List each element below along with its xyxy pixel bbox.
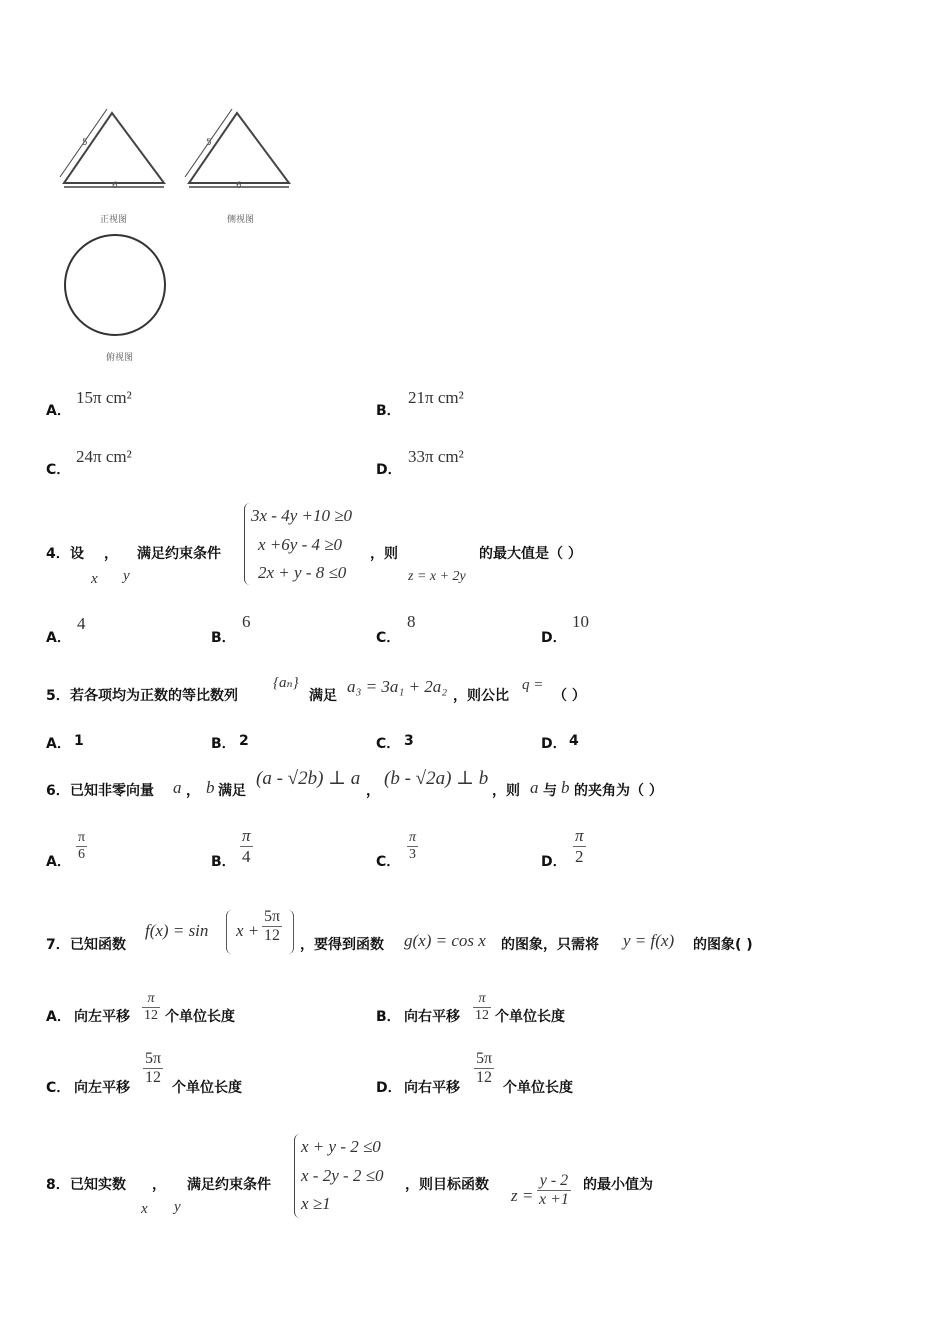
q6-option-a-den: 6 — [78, 847, 86, 862]
q8-constraint-1: x + y - 2 ≤0 — [301, 1137, 381, 1156]
q7-option-c-pre: 向左平移 — [74, 1080, 130, 1096]
q6-condition-1: (a - √2b) ⊥ a — [256, 768, 361, 789]
q6-option-a-letter[interactable]: A． — [46, 854, 71, 870]
q6-option-c-num: π — [409, 830, 417, 845]
q4-var-x: x — [91, 571, 98, 587]
q4-var-y: y — [123, 568, 130, 584]
q5-option-b-letter[interactable]: B． — [211, 736, 236, 752]
side-view-label: 侧视图 — [227, 215, 255, 225]
q7-paren-right — [287, 910, 294, 954]
q7-option-d-den: 12 — [476, 1069, 493, 1086]
q8-objective-fraction — [537, 1172, 571, 1209]
q7-function-fraction — [262, 908, 282, 945]
q6-vector-a-2: a — [530, 778, 539, 797]
q3-option-b-letter[interactable]: B． — [376, 403, 401, 419]
q7-paren-left — [226, 910, 233, 954]
q7-option-a-letter[interactable]: A． — [46, 1009, 71, 1025]
q6-condition-2: (b - √2a) ⊥ b — [384, 768, 489, 789]
q6-option-a-fraction — [76, 830, 87, 863]
q4-text-3: 满足约束条件 — [137, 546, 221, 562]
q7-text-1: 已知函数 — [70, 937, 126, 953]
side-base-label: 6 — [236, 181, 242, 191]
front-slant-label: 5 — [82, 138, 88, 148]
q6-text-5: ，则 — [492, 783, 520, 799]
q7-option-d-fraction — [474, 1050, 494, 1087]
q6-option-c-den: 3 — [409, 847, 416, 862]
q5-ratio: q = — [522, 677, 544, 693]
q4-constraint-3: 2x + y - 8 ≤0 — [258, 563, 347, 582]
q7-text-4: 的图象( ) — [693, 937, 753, 953]
q8-text-4: ，则目标函数 — [405, 1177, 489, 1193]
q7-option-c-num: 5π — [145, 1050, 162, 1067]
front-view-label: 正视图 — [100, 215, 128, 225]
q8-constraint-3: x ≥1 — [301, 1194, 331, 1213]
top-view-label: 俯视图 — [106, 353, 134, 363]
q5-option-a-letter[interactable]: A． — [46, 736, 71, 752]
q4-objective: z = x + 2y — [408, 569, 466, 584]
q6-text-6: 与 — [543, 783, 557, 799]
q5-number: 5． — [46, 688, 70, 704]
q6-option-b-den: 4 — [242, 847, 251, 866]
q7-function-arg: x + — [236, 921, 260, 940]
q4-option-b-letter[interactable]: B． — [211, 630, 236, 646]
q3-option-a-value: 15π cm² — [76, 388, 132, 407]
q6-text-4: ， — [366, 783, 380, 799]
q6-option-b-fraction — [240, 826, 253, 867]
side-view — [185, 109, 289, 187]
q7-option-b-den: 12 — [475, 1008, 489, 1023]
q5-option-d-letter[interactable]: D． — [541, 736, 567, 752]
q7-option-a-post: 个单位长度 — [165, 1009, 235, 1025]
q7-text-2: ，要得到函数 — [300, 937, 384, 953]
top-view-circle — [65, 235, 165, 335]
q4-option-a-value: 4 — [77, 614, 86, 633]
q3-option-d-letter[interactable]: D． — [376, 462, 402, 478]
q4-option-c-value: 8 — [407, 612, 416, 631]
q4-option-b-value: 6 — [242, 612, 251, 631]
q8-text-5: 的最小值为 — [583, 1177, 653, 1193]
q8-objective-num: y - 2 — [537, 1172, 571, 1191]
front-base-label: 6 — [112, 181, 118, 191]
q4-option-a-letter[interactable]: A． — [46, 630, 71, 646]
q8-var-x: x — [141, 1201, 148, 1217]
q7-function-lhs: f(x) = sin — [145, 921, 209, 940]
q4-text-1: 设 — [70, 546, 84, 562]
q7-option-b-num: π — [473, 991, 491, 1008]
q8-objective-den: x +1 — [539, 1191, 569, 1208]
q7-option-b-fraction — [473, 991, 491, 1024]
q7-option-c-fraction — [143, 1050, 163, 1087]
q4-constraint-1: 3x - 4y +10 ≥0 — [251, 506, 353, 525]
q3-option-a-letter[interactable]: A． — [46, 403, 71, 419]
q5-text-2: 满足 — [309, 688, 337, 704]
q5-option-b-value: 2 — [239, 733, 249, 749]
q3-option-c-value: 24π cm² — [76, 447, 132, 466]
front-view — [60, 109, 164, 187]
q7-option-a-pre: 向左平移 — [74, 1009, 130, 1025]
q7-option-c-letter[interactable]: C． — [46, 1080, 71, 1096]
q4-constraint-2: x +6y - 4 ≥0 — [258, 535, 343, 554]
q6-option-b-num: π — [242, 826, 251, 845]
q7-option-d-pre: 向右平移 — [404, 1080, 460, 1096]
q5-text-4: （ ） — [553, 688, 586, 704]
q7-target-function: g(x) = cos x — [404, 931, 486, 950]
q7-option-a-fraction — [142, 991, 160, 1024]
side-slant-label: 5 — [206, 138, 212, 148]
q5-option-d-value: 4 — [569, 733, 579, 749]
q6-option-a-num: π — [78, 830, 86, 845]
q3-option-b-value: 21π cm² — [408, 388, 464, 407]
q4-option-c-letter[interactable]: C． — [376, 630, 401, 646]
q4-number: 4． — [46, 546, 70, 562]
q6-option-d-letter[interactable]: D． — [541, 854, 567, 870]
q6-option-c-fraction — [407, 830, 418, 863]
q6-vector-a: a — [173, 778, 182, 797]
q5-option-a-value: 1 — [74, 733, 84, 749]
three-view-figure — [50, 105, 310, 370]
q7-option-a-num: π — [142, 991, 160, 1008]
q7-function-num: 5π — [264, 908, 281, 925]
q5-text-1: 若各项均为正数的等比数列 — [70, 688, 238, 704]
q5-sequence: {aₙ} — [273, 675, 299, 691]
q6-option-c-letter[interactable]: C． — [376, 854, 401, 870]
q4-text-5: 的最大值是（ ） — [479, 546, 582, 562]
q7-source-function: y = f(x) — [623, 931, 675, 950]
q7-option-b-letter[interactable]: B． — [376, 1009, 401, 1025]
q6-option-d-num: π — [575, 826, 584, 845]
q3-option-c-letter[interactable]: C． — [46, 462, 71, 478]
q6-text-3: 满足 — [218, 783, 246, 799]
q6-number: 6． — [46, 783, 70, 799]
q6-text-1: 已知非零向量 — [70, 783, 154, 799]
q4-option-d-value: 10 — [572, 612, 589, 631]
q7-option-b-pre: 向右平移 — [404, 1009, 460, 1025]
q5-option-c-letter[interactable]: C． — [376, 736, 401, 752]
q8-objective-lhs: z = — [511, 1186, 534, 1205]
q6-text-7: 的夹角为（ ） — [574, 783, 663, 799]
q7-option-d-letter[interactable]: D． — [376, 1080, 402, 1096]
q7-number: 7． — [46, 937, 70, 953]
q6-option-d-den: 2 — [575, 847, 584, 866]
q7-option-d-post: 个单位长度 — [503, 1080, 573, 1096]
q5-text-3: ，则公比 — [453, 688, 509, 704]
q7-option-c-post: 个单位长度 — [172, 1080, 242, 1096]
q5-equation: a₃ = 3a₁ + 2a₂ — [347, 677, 448, 696]
q4-option-d-letter[interactable]: D． — [541, 630, 567, 646]
q8-text-3: 满足约束条件 — [187, 1177, 271, 1193]
q8-constraint-2: x - 2y - 2 ≤0 — [301, 1166, 384, 1185]
q7-option-b-post: 个单位长度 — [495, 1009, 565, 1025]
q6-text-2: ， — [186, 783, 200, 799]
q3-option-d-value: 33π cm² — [408, 447, 464, 466]
q6-option-b-letter[interactable]: B． — [211, 854, 236, 870]
q8-text-2: ， — [152, 1177, 166, 1193]
q8-number: 8． — [46, 1177, 70, 1193]
q7-function-den: 12 — [264, 927, 281, 944]
q5-option-c-value: 3 — [404, 733, 414, 749]
q6-vector-b: b — [206, 778, 215, 797]
q4-text-4: ，则 — [370, 546, 398, 562]
q7-option-d-num: 5π — [476, 1050, 493, 1067]
q6-option-d-fraction — [573, 826, 586, 867]
q7-option-a-den: 12 — [144, 1008, 158, 1023]
q6-vector-b-2: b — [561, 778, 570, 797]
q8-var-y: y — [174, 1199, 181, 1215]
q8-text-1: 已知实数 — [70, 1177, 126, 1193]
q7-option-c-den: 12 — [145, 1069, 162, 1086]
q7-text-3: 的图象，只需将 — [501, 937, 599, 953]
q4-text-2: ， — [104, 546, 118, 562]
